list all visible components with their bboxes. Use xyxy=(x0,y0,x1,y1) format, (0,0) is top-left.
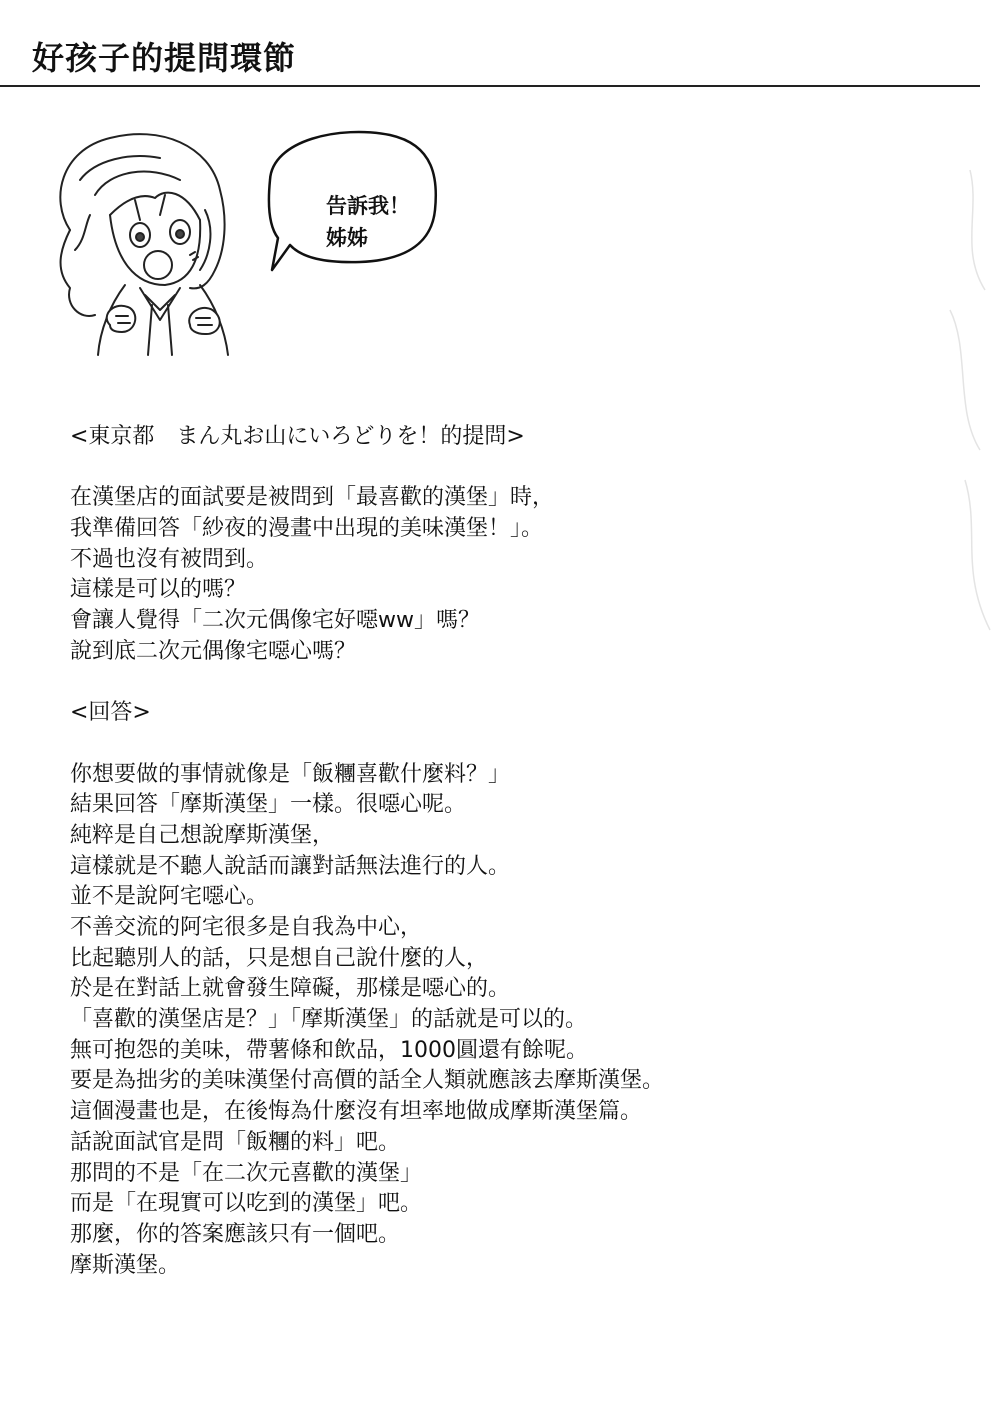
speech-line: 告訴我！ xyxy=(326,194,410,218)
answer-line: 這個漫畫也是，在後悔為什麼沒有坦率地做成摩斯漢堡篇。 xyxy=(70,1099,643,1125)
answer-line: 你想要做的事情就像是「飯糰喜歡什麼料？」 xyxy=(70,761,511,787)
girl-figure xyxy=(60,134,228,355)
question-line: 在漢堡店的面試要是被問到「最喜歡的漢堡」時， xyxy=(70,485,555,511)
spacer xyxy=(70,668,970,699)
answer-line: 於是在對話上就會發生障礙，那樣是噁心的。 xyxy=(70,976,511,1002)
answer-line: 要是為拙劣的美味漢堡付高價的話全人類就應該去摩斯漢堡。 xyxy=(70,1068,665,1094)
question-header: <東京都 まん丸お山にいろどりを！的提問> xyxy=(70,424,525,449)
spacer xyxy=(70,453,970,484)
answer-line: 「喜歡的漢堡店是？」「摩斯漢堡」的話就是可以的。 xyxy=(70,1007,588,1033)
answer-line: 摩斯漢堡。 xyxy=(70,1252,181,1278)
answer-line: 並不是說阿宅噁心。 xyxy=(70,884,269,910)
question-line: 我準備回答「紗夜的漫畫中出現的美味漢堡！」。 xyxy=(70,516,544,542)
question-line: 說到底二次元偶像宅噁心嗎？ xyxy=(70,638,357,664)
answer-line: 比起聽別人的話，只是想自己說什麼的人， xyxy=(70,945,489,971)
answer-line: 話說面試官是問「飯糰的料」吧。 xyxy=(70,1129,401,1155)
speech-line: 姊姊 xyxy=(326,226,368,250)
answer-line: 那問的不是「在二次元喜歡的漢堡」 xyxy=(70,1160,423,1186)
answer-header: <回答> xyxy=(70,700,151,726)
answer-line: 而是「在現實可以吃到的漢堡」吧。 xyxy=(70,1191,423,1217)
speech-bubble-text xyxy=(326,190,410,254)
question-line: 會讓人覺得「二次元偶像宅好噁ww」嗎？ xyxy=(70,608,480,634)
qa-body xyxy=(70,422,970,1281)
question-line: 這樣是可以的嗎？ xyxy=(70,577,247,603)
answer-line: 這樣就是不聽人說話而讓對話無法進行的人。 xyxy=(70,853,511,879)
answer-line: 那麼，你的答案應該只有一個吧。 xyxy=(70,1221,401,1247)
title-divider xyxy=(0,85,980,87)
spacer xyxy=(70,729,970,760)
answer-line: 不善交流的阿宅很多是自我為中心， xyxy=(70,915,423,940)
answer-line: 結果回答「摩斯漢堡」一樣。很噁心呢。 xyxy=(70,792,467,818)
page-title: 好孩子的提問環節 xyxy=(32,39,297,77)
question-line: 不過也沒有被問到。 xyxy=(70,546,269,572)
answer-line: 無可抱怨的美味，帶薯條和飲品，1000圓還有餘呢。 xyxy=(70,1037,588,1063)
paper-bleed-through xyxy=(910,150,1000,670)
answer-line: 純粹是自己想說摩斯漢堡， xyxy=(70,822,335,848)
